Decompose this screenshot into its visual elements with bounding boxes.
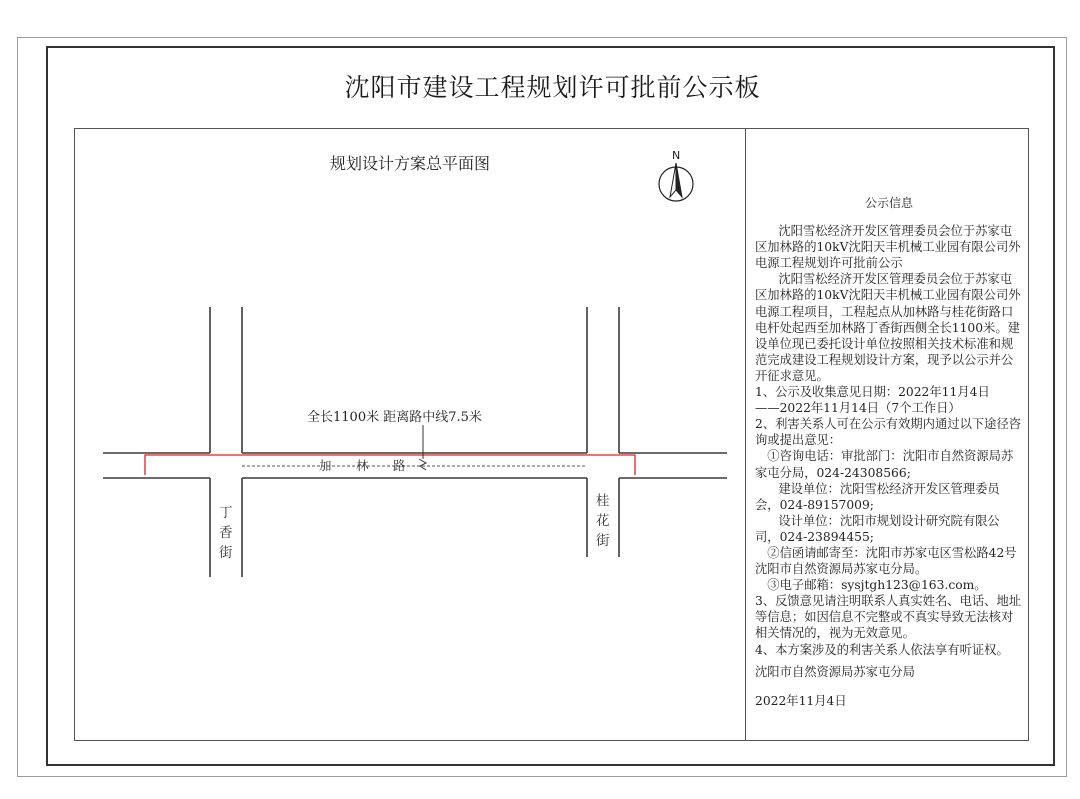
notice-item-1b: ——2022年11月14日（7个工作日） <box>755 401 961 416</box>
north-arrow-icon <box>659 149 693 201</box>
north-label: N <box>672 149 681 162</box>
road-label-lu: 路 <box>393 458 406 473</box>
notice-body: 沈阳雪松经济开发区管理委员会位于苏家屯区加林路的10kV沈阳天丰机械工业园有限公司外电源工程项目，工程起点从加林路与桂花街路口电杆处起西至加林路丁香街西侧全长1100米。建设单位现已委托设计单位按照相关技术标准和规范完成建设工程规划设计方案，现予以公示并公开征求意见。 <box>755 272 1021 383</box>
notice-heading: 公示信息 <box>864 196 913 210</box>
notice-phone-builder: 建设单位：沈阳雪松经济开发区管理委员会，024-89157009; <box>755 481 1000 512</box>
notice-board <box>46 46 1055 766</box>
board-title: 沈阳市建设工程规划许可批前公示板 <box>344 73 761 102</box>
notice-panel <box>755 195 1023 658</box>
length-annotation: 全长1100米 距离路中线7.5米 <box>307 410 482 425</box>
notice-item-2: 2、利害关系人可在公示有效期内通过以下途径咨询或提出意见： <box>755 417 1022 448</box>
notice-mail: ②信函请邮寄至：沈阳市苏家屯区雪松路42号沈阳市自然资源局苏家屯分局。 <box>755 545 1017 577</box>
break-mark <box>419 459 426 470</box>
content-frame <box>74 128 1029 741</box>
notice-phone-designer: 设计单位：沈阳市规划设计研究院有限公司，024-23894455; <box>755 513 1000 544</box>
project-route-line <box>145 455 635 475</box>
notice-email: ③电子邮箱：sysjtgh123@163.com。 <box>767 578 987 593</box>
panel-divider <box>745 129 746 740</box>
notice-intro: 沈阳雪松经济开发区管理委员会位于苏家屯区加林路的10kV沈阳天丰机械工业园有限公司外电源工程规划许可批前公示 <box>755 224 1021 271</box>
street-label-gui: 桂 <box>596 493 610 509</box>
street-label-jie-right: 街 <box>596 533 610 549</box>
signer: 沈阳市自然资源局苏家屯分局 <box>755 665 915 679</box>
street-label-jie-left: 街 <box>219 545 233 561</box>
notice-item-1a: 1、公示及收集意见日期：2022年11月4日 <box>755 385 990 400</box>
notice-item-4: 4、本方案涉及的利害关系人依法享有听证权。 <box>755 642 1009 657</box>
road-edges <box>103 307 727 577</box>
notice-item-3: 3、反馈意见请注明联系人真实姓名、电话、地址等信息；如因信息不完整或不真实导致无法核对相关情况的，视为无效意见。 <box>755 594 1022 641</box>
notice-phone-approval: ①咨询电话：审批部门：沈阳市自然资源局苏家屯分局，024-24308566; <box>755 449 1014 480</box>
notice-date: 2022年11月4日 <box>755 694 847 708</box>
site-plan-map <box>75 129 745 740</box>
plan-title: 规划设计方案总平面图 <box>330 154 491 173</box>
road-label-lin: 林 <box>356 458 369 473</box>
street-label-hua: 花 <box>596 513 610 529</box>
street-label-ding: 丁 <box>219 505 233 521</box>
street-label-xiang: 香 <box>219 525 233 541</box>
road-label-jia: 加 <box>319 458 332 473</box>
